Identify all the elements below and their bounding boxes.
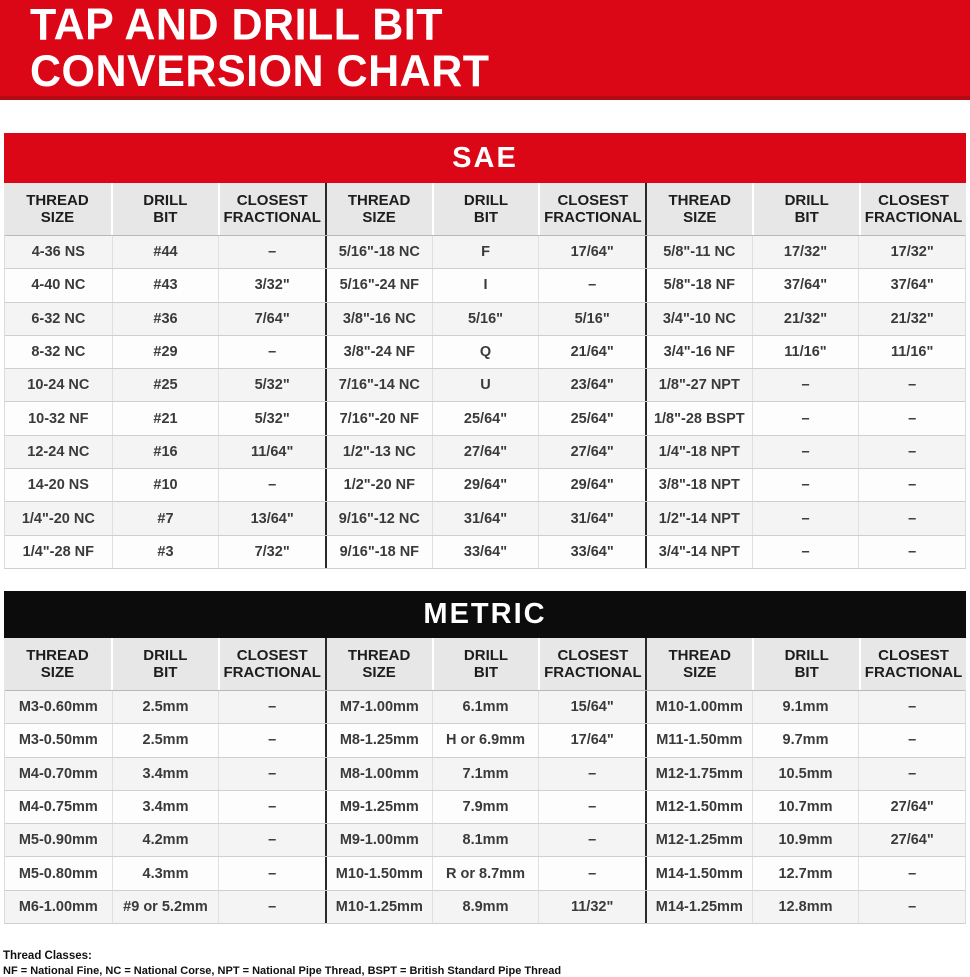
- table-cell: 3/32": [218, 269, 325, 301]
- table-cell: 4.2mm: [112, 824, 219, 856]
- table-row: [5, 823, 965, 856]
- table-cell: –: [752, 536, 859, 568]
- table-cell: 7/64": [218, 303, 325, 335]
- table-cell: 17/64": [538, 724, 645, 756]
- table-cell: –: [218, 891, 325, 923]
- table-cell: –: [752, 436, 859, 468]
- table-cell: –: [858, 536, 965, 568]
- table-cell: 5/32": [218, 402, 325, 434]
- table-cell: –: [752, 369, 859, 401]
- table-cell: 27/64": [538, 436, 645, 468]
- table-cell: 5/32": [218, 369, 325, 401]
- table-cell: 3/8"-18 NPT: [645, 469, 752, 501]
- table-cell: #3: [112, 536, 219, 568]
- table-cell: –: [858, 469, 965, 501]
- table-cell: –: [218, 791, 325, 823]
- table-row: [5, 757, 965, 790]
- table-cell: 5/16": [538, 303, 645, 335]
- table-cell: 4-36 NS: [31, 244, 85, 261]
- table-cell: –: [538, 857, 645, 889]
- table-cell: 9/16"-12 NC: [325, 502, 432, 534]
- table-cell: M9-1.25mm: [325, 791, 432, 823]
- column-header: THREAD SIZE: [325, 183, 432, 235]
- table-cell: M14-1.25mm: [645, 891, 752, 923]
- table-cell: M4-0.70mm: [18, 765, 98, 782]
- sae-table-body: [4, 235, 966, 569]
- legend-text: NF = National Fine, NC = National Corse, NPT = National Pipe Thread, BSPT = British Standard Pipe Thread: [3, 965, 562, 977]
- table-cell: 3/8"-16 NC: [325, 303, 432, 335]
- metric-table: [4, 591, 966, 924]
- table-cell: #43: [112, 269, 219, 301]
- table-cell: –: [752, 469, 859, 501]
- table-cell: 12.7mm: [752, 857, 859, 889]
- column-header: DRILL BIT: [111, 183, 218, 235]
- table-row: [5, 435, 965, 468]
- table-cell: 6.1mm: [432, 691, 539, 723]
- table-cell: 17/64": [538, 236, 645, 268]
- table-row: [5, 501, 965, 534]
- table-cell: M3-0.50mm: [18, 732, 98, 749]
- table-cell: M11-1.50mm: [645, 724, 752, 756]
- metric-title-bar: METRIC: [4, 591, 966, 638]
- table-row: [5, 335, 965, 368]
- table-cell: #9 or 5.2mm: [112, 891, 219, 923]
- column-header: DRILL BIT: [111, 638, 218, 690]
- table-row: [5, 268, 965, 301]
- table-cell: 17/32": [752, 236, 859, 268]
- table-cell: –: [858, 502, 965, 534]
- page-header: [0, 0, 970, 100]
- table-row: [5, 856, 965, 889]
- table-cell: 1/4"-20 NC: [21, 510, 95, 527]
- table-cell: –: [218, 857, 325, 889]
- table-cell: 31/64": [432, 502, 539, 534]
- table-cell: –: [218, 236, 325, 268]
- table-cell: 7/16"-14 NC: [325, 369, 432, 401]
- table-cell: #44: [112, 236, 219, 268]
- table-cell: 8.1mm: [432, 824, 539, 856]
- table-cell: 1/2"-13 NC: [325, 436, 432, 468]
- table-cell: –: [858, 436, 965, 468]
- table-cell: 9/16"-18 NF: [325, 536, 432, 568]
- table-cell: M12-1.50mm: [645, 791, 752, 823]
- table-cell: 27/64": [858, 791, 965, 823]
- column-header: THREAD SIZE: [4, 638, 111, 690]
- table-cell: –: [858, 724, 965, 756]
- table-cell: –: [218, 724, 325, 756]
- table-cell: 10.9mm: [752, 824, 859, 856]
- table-cell: #10: [112, 469, 219, 501]
- table-cell: 14-20 NS: [27, 477, 89, 494]
- table-cell: 9.7mm: [752, 724, 859, 756]
- table-cell: –: [538, 791, 645, 823]
- table-cell: 11/32": [538, 891, 645, 923]
- table-cell: 3/4"-16 NF: [645, 336, 752, 368]
- table-row: [5, 368, 965, 401]
- metric-column-headers: [4, 638, 966, 690]
- table-cell: 5/8"-18 NF: [645, 269, 752, 301]
- table-cell: #16: [112, 436, 219, 468]
- table-cell: 5/16"-24 NF: [325, 269, 432, 301]
- table-cell: 33/64": [432, 536, 539, 568]
- column-header: CLOSEST FRACTIONAL: [538, 183, 645, 235]
- page-title-line2: CONVERSION CHART: [30, 46, 490, 97]
- table-cell: 5/16": [432, 303, 539, 335]
- table-cell: 15/64": [538, 691, 645, 723]
- table-cell: 21/32": [858, 303, 965, 335]
- table-cell: 27/64": [432, 436, 539, 468]
- table-cell: I: [432, 269, 539, 301]
- table-cell: 2.5mm: [112, 724, 219, 756]
- table-row: [5, 235, 965, 268]
- table-cell: M5-0.90mm: [18, 832, 98, 849]
- table-cell: U: [432, 369, 539, 401]
- page-title: [30, 2, 970, 96]
- table-cell: 25/64": [538, 402, 645, 434]
- table-row: [5, 302, 965, 335]
- table-cell: 3.4mm: [112, 791, 219, 823]
- table-cell: 1/2"-20 NF: [325, 469, 432, 501]
- table-row: [5, 690, 965, 723]
- table-cell: #25: [112, 369, 219, 401]
- table-cell: 6-32 NC: [31, 310, 86, 327]
- table-cell: 29/64": [432, 469, 539, 501]
- table-cell: 3/4"-10 NC: [645, 303, 752, 335]
- table-cell: M5-0.80mm: [18, 865, 98, 882]
- table-cell: M6-1.00mm: [18, 898, 98, 915]
- table-cell: –: [858, 691, 965, 723]
- table-cell: M8-1.00mm: [325, 758, 432, 790]
- table-cell: –: [218, 336, 325, 368]
- column-header: THREAD SIZE: [4, 183, 111, 235]
- table-cell: 5/16"-18 NC: [325, 236, 432, 268]
- metric-table-body: [4, 690, 966, 924]
- table-cell: 12.8mm: [752, 891, 859, 923]
- column-header: CLOSEST FRACTIONAL: [538, 638, 645, 690]
- table-cell: 37/64": [752, 269, 859, 301]
- table-cell: 4-40 NC: [31, 277, 86, 294]
- table-cell: M4-0.75mm: [18, 799, 98, 815]
- table-cell: 5/8"-11 NC: [645, 236, 752, 268]
- table-cell: M10-1.50mm: [325, 857, 432, 889]
- table-cell: –: [858, 758, 965, 790]
- table-cell: 1/8"-28 BSPT: [645, 402, 752, 434]
- table-cell: M10-1.00mm: [645, 691, 752, 723]
- table-cell: 25/64": [432, 402, 539, 434]
- table-cell: M9-1.00mm: [325, 824, 432, 856]
- table-cell: –: [218, 824, 325, 856]
- column-header: CLOSEST FRACTIONAL: [859, 638, 966, 690]
- table-cell: M3-0.60mm: [18, 699, 98, 716]
- table-row: [5, 468, 965, 501]
- table-row: [5, 723, 965, 756]
- table-cell: 17/32": [858, 236, 965, 268]
- table-cell: 3/8"-24 NF: [325, 336, 432, 368]
- table-cell: 13/64": [218, 502, 325, 534]
- table-row: [5, 535, 965, 568]
- table-cell: 2.5mm: [112, 691, 219, 723]
- table-cell: 1/4"-28 NF: [22, 543, 94, 560]
- column-header: DRILL BIT: [432, 638, 539, 690]
- table-cell: 10.5mm: [752, 758, 859, 790]
- column-header: THREAD SIZE: [645, 638, 752, 690]
- table-cell: 4.3mm: [112, 857, 219, 889]
- table-cell: 1/2"-14 NPT: [645, 502, 752, 534]
- page-title-line1: TAP AND DRILL BIT: [30, 0, 444, 50]
- table-row: [5, 890, 965, 923]
- table-cell: 7.1mm: [432, 758, 539, 790]
- column-header: CLOSEST FRACTIONAL: [218, 638, 325, 690]
- table-cell: 11/16": [858, 336, 965, 368]
- table-cell: 37/64": [858, 269, 965, 301]
- table-cell: R or 8.7mm: [432, 857, 539, 889]
- column-header: CLOSEST FRACTIONAL: [859, 183, 966, 235]
- column-header: DRILL BIT: [752, 638, 859, 690]
- column-header: DRILL BIT: [752, 183, 859, 235]
- table-row: [5, 790, 965, 823]
- table-cell: 7.9mm: [432, 791, 539, 823]
- legend-heading: Thread Classes:: [3, 950, 92, 963]
- table-cell: 21/64": [538, 336, 645, 368]
- table-cell: –: [218, 469, 325, 501]
- table-cell: 10.7mm: [752, 791, 859, 823]
- table-cell: #7: [112, 502, 219, 534]
- table-cell: Q: [432, 336, 539, 368]
- table-cell: F: [432, 236, 539, 268]
- table-cell: –: [218, 758, 325, 790]
- table-cell: –: [752, 502, 859, 534]
- column-header: DRILL BIT: [432, 183, 539, 235]
- table-cell: 11/64": [218, 436, 325, 468]
- table-cell: –: [538, 758, 645, 790]
- table-cell: 9.1mm: [752, 691, 859, 723]
- table-cell: #21: [112, 402, 219, 434]
- table-cell: 11/16": [752, 336, 859, 368]
- thread-classes-legend: [3, 950, 970, 977]
- table-cell: 8.9mm: [432, 891, 539, 923]
- column-header: THREAD SIZE: [645, 183, 752, 235]
- table-cell: 23/64": [538, 369, 645, 401]
- table-cell: –: [858, 857, 965, 889]
- table-cell: –: [858, 402, 965, 434]
- table-cell: M8-1.25mm: [325, 724, 432, 756]
- table-cell: #36: [112, 303, 219, 335]
- table-row: [5, 401, 965, 434]
- column-header: THREAD SIZE: [325, 638, 432, 690]
- table-cell: 3.4mm: [112, 758, 219, 790]
- table-cell: 31/64": [538, 502, 645, 534]
- table-cell: 3/4"-14 NPT: [645, 536, 752, 568]
- table-cell: –: [538, 824, 645, 856]
- table-cell: 29/64": [538, 469, 645, 501]
- table-cell: 7/16"-20 NF: [325, 402, 432, 434]
- table-cell: 10-32 NF: [28, 410, 89, 427]
- table-cell: M12-1.75mm: [645, 758, 752, 790]
- table-cell: 10-24 NC: [27, 377, 90, 394]
- table-cell: M12-1.25mm: [645, 824, 752, 856]
- table-cell: –: [858, 891, 965, 923]
- table-cell: –: [752, 402, 859, 434]
- table-cell: 1/8"-27 NPT: [645, 369, 752, 401]
- sae-title-bar: SAE: [4, 133, 966, 183]
- table-cell: 8-32 NC: [31, 344, 86, 361]
- table-cell: H or 6.9mm: [432, 724, 539, 756]
- sae-table: [4, 133, 966, 569]
- table-cell: 7/32": [218, 536, 325, 568]
- column-header: CLOSEST FRACTIONAL: [218, 183, 325, 235]
- table-cell: #29: [112, 336, 219, 368]
- table-cell: –: [218, 691, 325, 723]
- table-cell: 21/32": [752, 303, 859, 335]
- table-cell: M7-1.00mm: [325, 691, 432, 723]
- table-cell: 33/64": [538, 536, 645, 568]
- table-cell: M10-1.25mm: [325, 891, 432, 923]
- table-cell: –: [538, 269, 645, 301]
- table-cell: M14-1.50mm: [645, 857, 752, 889]
- table-cell: 12-24 NC: [27, 443, 90, 460]
- table-cell: 27/64": [858, 824, 965, 856]
- table-cell: 1/4"-18 NPT: [645, 436, 752, 468]
- table-cell: –: [858, 369, 965, 401]
- sae-column-headers: [4, 183, 966, 235]
